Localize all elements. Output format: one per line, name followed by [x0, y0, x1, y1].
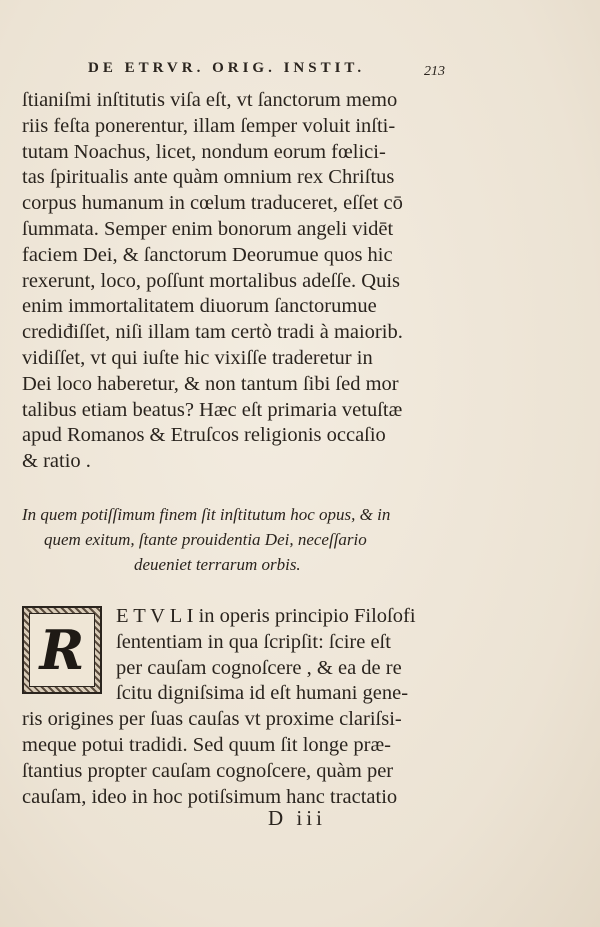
- text-line: per cauſam cognoſcere , & ea de re: [116, 656, 402, 679]
- signature-mark: D iii: [268, 806, 326, 830]
- text-line: enim immortalitatem diuorum ſanctorumue: [22, 295, 377, 318]
- heading-line: In quem potiſſimum finem ſit inſtitutum hoc opus, & in: [22, 505, 391, 524]
- text-line: tutam Noachus, licet, nondum eorum fœlici-: [22, 140, 386, 163]
- initial-letter: R: [29, 613, 95, 687]
- text-line: ris origines per ſuas cauſas vt proxime clariſsi-: [22, 708, 402, 731]
- text-line: ſummata. Semper enim bonorum angeli vidēt: [22, 217, 394, 240]
- text-line: tas ſpiritualis ante quàm omnium rex Chriſtus: [22, 166, 395, 189]
- text-line: E T V L I in operis principio Filoſofi: [116, 605, 416, 627]
- paragraph-1: [22, 88, 462, 475]
- text-line: crediđiſſet, niſi illam tam certò tradi à maiorib.: [22, 321, 403, 344]
- heading-line: quem exitum, ſtante prouidentia Dei, neceſſario: [44, 530, 367, 549]
- heading-line: deueniet terrarum orbis.: [134, 555, 301, 574]
- paragraph-2: [22, 604, 462, 810]
- text-line: ſtantius propter cauſam cognoſcere, quàm per: [22, 759, 394, 782]
- text-line: faciem Dei, & ſanctorum Deorumue quos hic: [22, 243, 393, 266]
- section-heading: [22, 502, 462, 577]
- text-line: Dei loco haberetur, & non tantum ſibi ſed mor: [22, 372, 399, 395]
- text-line: apud Romanos & Etruſcos religionis occaſio: [22, 424, 386, 447]
- page-number: 213: [424, 64, 445, 79]
- text-line: rexerunt, loco, poſſunt mortalibus adeſſe. Quis: [22, 269, 401, 292]
- text-line: cauſam, ideo in hoc potiſsimum hanc tractatio: [22, 785, 398, 808]
- text-line: ſententiam in qua ſcripſit: ſcire eſt: [116, 630, 391, 653]
- text-line: talibus etiam beatus? Hæc eſt primaria vetuſtæ: [22, 398, 403, 421]
- text-line: vidiſſet, vt qui iuſte hic vixiſſe traderetur in: [22, 346, 373, 369]
- text-line: ſcitu digniſsima id eſt humani gene-: [116, 682, 409, 705]
- text-line: ſtianiſmi inſtitutis viſa eſt, vt ſanctorum memo: [22, 89, 398, 111]
- text-line: riis feſta ponerentur, illam ſemper voluit inſti-: [22, 114, 396, 137]
- running-title: DE ETRVR. ORIG. INSTIT.: [88, 60, 366, 76]
- text-line: corpus humanum in cœlum traduceret, eſſet cō: [22, 192, 403, 215]
- text-line: meque potui tradidi. Sed quum ſit longe præ-: [22, 733, 391, 756]
- text-line: & ratio .: [22, 450, 91, 473]
